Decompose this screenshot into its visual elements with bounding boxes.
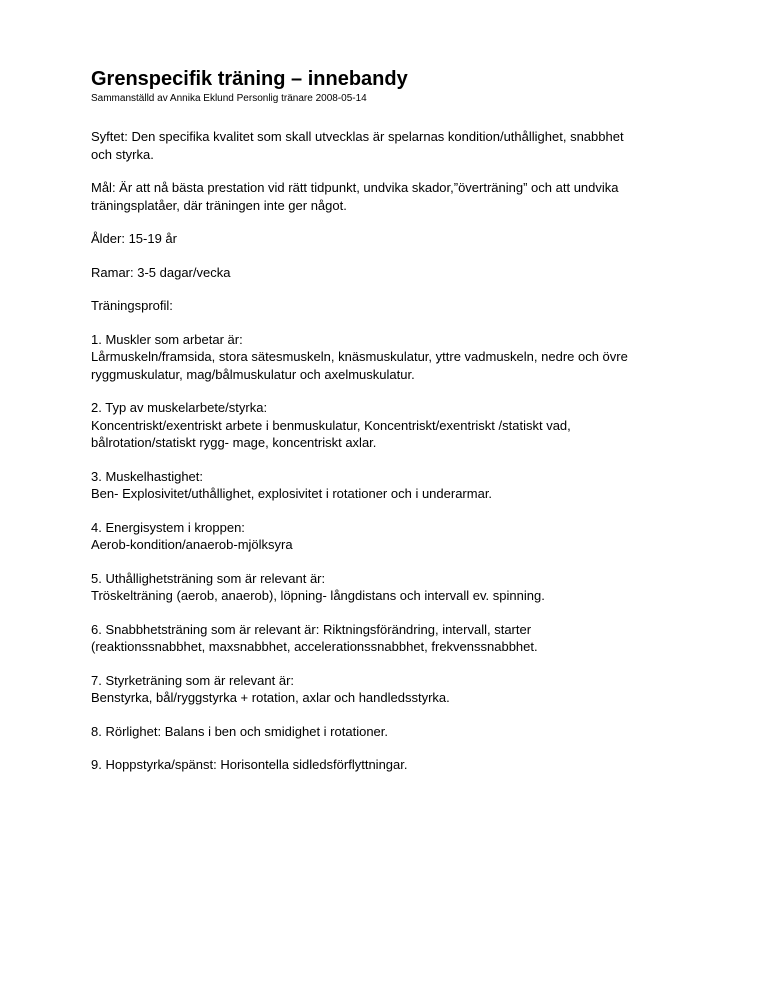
paragraph-line: och styrka.	[91, 146, 154, 162]
list-item-endurance	[91, 570, 691, 605]
paragraph-line: 5. Uthållighetsträning som är relevant är:	[91, 570, 326, 586]
paragraph-line: 9. Hoppstyrka/spänst: Horisontella sidledsförflyttningar.	[91, 757, 408, 772]
paragraph-line: Träningsprofil:	[91, 298, 173, 313]
paragraph-line: 8. Rörlighet: Balans i ben och smidighet i rotationer.	[91, 723, 389, 739]
document-page	[91, 66, 691, 790]
paragraph-line: Ben- Explosivitet/uthållighet, explosivitet i rotationer och i underarmar.	[91, 486, 493, 501]
paragraph-line: 6. Snabbhetsträning som är relevant är: Riktningsförändring, intervall, starter	[91, 621, 532, 637]
paragraph-line: Syftet: Den specifika kvalitet som skall utvecklas är spelarnas kondition/uthållighet, snabbhet	[91, 129, 624, 144]
paragraph-goal	[91, 179, 691, 214]
paragraph-line: 7. Styrketräning som är relevant är:	[91, 672, 295, 688]
paragraph-line: Aerob-kondition/anaerob-mjölksyra	[91, 537, 293, 552]
document-title: Grenspecifik träning – innebandy	[91, 68, 408, 90]
list-item-muscle-speed	[91, 468, 691, 503]
paragraph-line: 3. Muskelhastighet:	[91, 468, 204, 484]
list-item-strength	[91, 672, 691, 707]
paragraph-line: 2. Typ av muskelarbete/styrka:	[91, 400, 268, 415]
list-item-jump	[91, 756, 691, 774]
list-item-mobility	[91, 723, 691, 741]
paragraph-line: bålrotation/statiskt rygg- mage, koncentriskt axlar.	[91, 435, 377, 450]
paragraph-line: 4. Energisystem i kroppen:	[91, 519, 245, 535]
paragraph-line: Lårmuskeln/framsida, stora sätesmuskeln, knäsmuskulatur, yttre vadmuskeln, nedre och övre	[91, 349, 628, 364]
list-item-speed	[91, 621, 691, 656]
paragraph-line: Tröskelträning (aerob, anaerob), löpning- långdistans och intervall ev. spinning.	[91, 588, 545, 603]
paragraph-line: Benstyrka, bål/ryggstyrka + rotation, axlar och handledsstyrka.	[91, 690, 450, 705]
paragraph-age	[91, 230, 691, 248]
list-item-energy-system	[91, 519, 691, 554]
list-item-muscles	[91, 331, 691, 384]
paragraph-line: Koncentriskt/exentriskt arbete i benmuskulatur, Koncentriskt/exentriskt /statiskt vad,	[91, 417, 571, 433]
paragraph-line: träningsplatåer, där träningen inte ger något.	[91, 197, 347, 213]
paragraph-line: Ålder: 15-19 år	[91, 231, 177, 246]
paragraph-line: 1. Muskler som arbetar är:	[91, 331, 243, 347]
paragraph-line: (reaktionssnabbhet, maxsnabbhet, accelerationssnabbhet, frekvenssnabbhet.	[91, 639, 538, 654]
paragraph-profile-heading	[91, 297, 691, 315]
paragraph-frame	[91, 264, 691, 282]
paragraph-purpose	[91, 128, 691, 163]
list-item-muscle-work	[91, 399, 691, 452]
paragraph-line: Mål: Är att nå bästa prestation vid rätt tidpunkt, undvika skador,”överträning” och att undvika	[91, 180, 619, 195]
document-body	[91, 128, 691, 774]
document-subtitle: Sammanställd av Annika Eklund Personlig tränare 2008-05-14	[91, 93, 367, 104]
paragraph-line: Ramar: 3-5 dagar/vecka	[91, 264, 231, 280]
paragraph-line: ryggmuskulatur, mag/bålmuskulatur och axelmuskulatur.	[91, 366, 415, 382]
